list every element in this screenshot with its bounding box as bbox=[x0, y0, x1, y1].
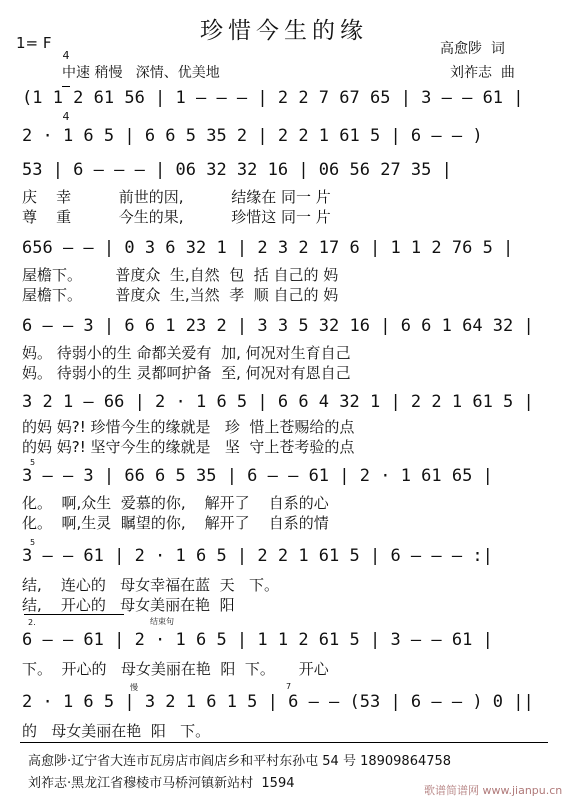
ending-label: 2. bbox=[28, 618, 36, 627]
footer-divider bbox=[20, 742, 548, 743]
music-line: 656 — — | 0 3 6 32 1 | 2 3 2 17 6 | 1 1 2 76 5 | bbox=[22, 238, 514, 258]
lyric-line: 妈。 待弱小的生 命都关爱有 加, 何况对生育自己 bbox=[22, 344, 351, 362]
watermark: 歌谱简谱网 www.jianpu.cn bbox=[424, 784, 563, 797]
footer-line: 刘祚志·黑龙江省穆棱市马桥河镇新站村 1594 bbox=[28, 776, 295, 791]
grace-note: 7 bbox=[286, 682, 292, 691]
composer: 刘祚志 曲 bbox=[450, 65, 515, 81]
lyric-line: 化。 啊,众生 爱慕的你, 解开了 自系的心 bbox=[22, 494, 329, 512]
music-line: 3 2 1 — 66 | 2 · 1 6 5 | 6 6 4 32 1 | 2 2 1 61 5 | bbox=[22, 392, 534, 412]
slow-marking: 慢 bbox=[130, 683, 138, 692]
music-line: 53 | 6 — — — | 06 32 32 16 | 06 56 27 35 | bbox=[22, 160, 452, 180]
music-line: 2 · 1 6 5 | 6 6 5 35 2 | 2 2 1 61 5 | 6 — — ) bbox=[22, 126, 483, 146]
lyric-line: 屋檐下。 普度众 生,自然 包 括 自己的 妈 bbox=[22, 266, 339, 284]
music-line: 3 — — 61 | 2 · 1 6 5 | 2 2 1 61 5 | 6 — — — :| bbox=[22, 546, 493, 566]
song-title: 珍惜今生的缘 bbox=[200, 18, 368, 44]
music-line: (1 1 2 61 56 | 1 — — — | 2 2 7 67 65 | 3 — — 61 | bbox=[22, 88, 524, 108]
footer-line: 高愈陟·辽宁省大连市瓦房店市阎店乡和平村东孙屯 54 号 18909864758 bbox=[28, 754, 452, 769]
lyric-line: 的 母女美丽在艳 阳 下。 bbox=[22, 722, 211, 740]
lyric-line: 尊 重 今生的果, 珍惜这 同一 片 bbox=[22, 208, 331, 226]
tempo-marking: 中速 稍慢 深情、优美地 bbox=[62, 65, 220, 81]
lyric-line: 妈。 待弱小的生 灵都呵护备 至, 何况对有恩自己 bbox=[22, 364, 351, 382]
lyric-line: 结, 开心的 母女美丽在艳 阳 bbox=[22, 596, 235, 614]
lyric-line: 的妈 妈?! 坚守今生的缘就是 坚 守上苍考验的点 bbox=[22, 438, 355, 456]
lyric-line: 下。 开心的 母女美丽在艳 阳 下。 开心 bbox=[22, 660, 329, 678]
lyric-line: 化。 啊,生灵 瞩望的你, 解开了 自系的情 bbox=[22, 514, 329, 532]
grace-note: 5 bbox=[30, 458, 36, 467]
music-line: 3 — — 3 | 66 6 5 35 | 6 — — 61 | 2 · 1 61 65 | bbox=[22, 466, 493, 486]
lyric-line: 屋檐下。 普度众 生,当然 孝 顺 自己的 妈 bbox=[22, 286, 339, 304]
music-line: 6 — — 61 | 2 · 1 6 5 | 1 1 2 61 5 | 3 — — 61 | bbox=[22, 630, 493, 650]
time-top: 4 bbox=[62, 49, 70, 62]
grace-note: 5 bbox=[30, 538, 36, 547]
music-line: 6 — — 3 | 6 6 1 23 2 | 3 3 5 32 16 | 6 6 1 64 32 | bbox=[22, 316, 534, 336]
lyricist: 高愈陟 词 bbox=[440, 41, 505, 57]
lyric-line: 结, 连心的 母女幸福在蓝 天 下。 bbox=[22, 576, 279, 594]
fine-marking: 结束句 bbox=[150, 617, 174, 626]
music-line: 2 · 1 6 5 | 3 2 1 6 1 5 | 6 — — (53 | 6 — — ) 0 || bbox=[22, 692, 534, 712]
ending-bracket bbox=[24, 614, 124, 615]
time-bottom: 4 bbox=[62, 110, 70, 123]
lyric-line: 的妈 妈?! 珍惜今生的缘就是 珍 惜上苍赐给的点 bbox=[22, 418, 355, 436]
key-signature: 1= F bbox=[16, 34, 52, 52]
lyric-line: 庆 幸 前世的因, 结缘在 同一 片 bbox=[22, 188, 331, 206]
